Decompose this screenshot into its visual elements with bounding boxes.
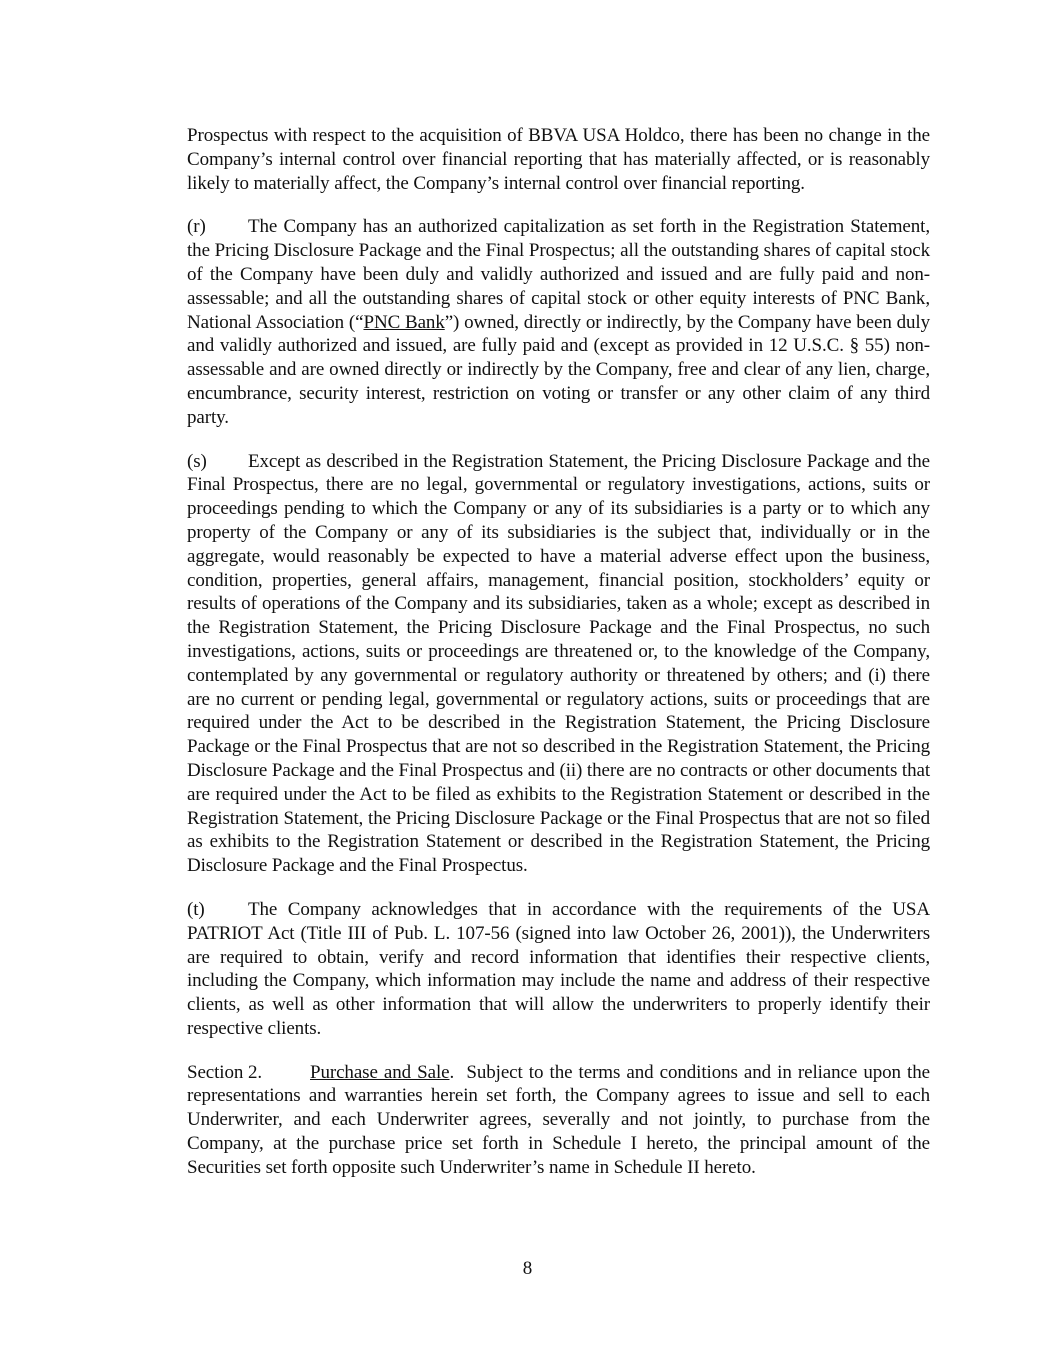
clause-t-label: (t) <box>187 898 205 920</box>
clause-r-text-after: ”) owned, directly or indirectly, by the Company have been duly and validly authorized and issued, are fully paid and (except as provided in 12 U.S.C. § 55) non-assessable and are owned directly or indirectly by the Company, free and clear of any lien, charge, encumbrance, security interest, restriction on voting or transfer or any other claim of any third party. <box>187 311 930 428</box>
continuation-text: Prospectus with respect to the acquisition of BBVA USA Holdco, there has been no change in the Company’s internal control over financial reporting that has materially affected, or is reasonably likely to materially affect, the Company’s internal control over financial reporting. <box>187 125 930 194</box>
page-number: 8 <box>522 1258 533 1279</box>
clause-s-text: Except as described in the Registration Statement, the Pricing Disclosure Package and the Final Prospectus, there are no legal, governmental or regulatory investigations, actions, suits or proceedings pending to which the Company or any of its subsidiaries is a party or to which any property of the Company or any of its subsidiaries is the subject that, individually or in the aggregate, would reasonably be expected to have a material adverse effect upon the business, condition, properties, general affairs, management, financial position, stockholders’ equity or results of operations of the Company and its subsidiaries, taken as a whole; except as described in the Registration Statement, the Pricing Disclosure Package and the Final Prospectus, no such investigations, actions, suits or proceedings are threatened or, to the knowledge of the Company, contemplated by any governmental or regulatory authority or threatened by others; and (i) there are no current or pending legal, governmental or regulatory actions, suits or proceedings that are required under the Act to be described in the Registration Statement, the Pricing Disclosure Package or the Final Prospectus that are not so described in the Registration Statement, the Pricing Disclosure Package and the Final Prospectus and (ii) there are no contracts or other documents that are required under the Act to be filed as exhibits to the Registration Statement or described in the Registration Statement, the Pricing Disclosure Package or the Final Prospectus that are not so filed as exhibits to the Registration Statement or described in the Registration Statement, the Pricing Disclosure Package and the Final Prospectus. <box>187 450 931 877</box>
clause-s-label: (s) <box>187 450 207 472</box>
clause-r-label: (r) <box>187 216 206 238</box>
clause-t-paragraph <box>187 898 930 1041</box>
section-2-heading-period: . <box>449 1061 455 1083</box>
clause-r-paragraph <box>187 215 930 429</box>
section-2-label: Section 2. <box>187 1061 262 1083</box>
continuation-paragraph <box>187 124 930 195</box>
clause-r-text-before: The Company has an authorized capitalization as set forth in the Registration Statement, the Pricing Disclosure Package and the Final Prospectus; all the outstanding shares of capital stock of the Company have been duly and validly authorized and issued and are fully paid and non-assessable; and all the outstanding shares of capital stock or other equity interests of PNC Bank, National Association (“ <box>187 216 930 333</box>
section-2-paragraph <box>187 1061 930 1180</box>
document-body <box>187 124 930 1200</box>
pnc-bank-defined-term: PNC Bank <box>363 311 445 333</box>
clause-s-paragraph <box>187 450 930 878</box>
section-2-text: Subject to the terms and conditions and in reliance upon the representations and warranties herein set forth, the Company agrees to issue and sell to each Underwriter, and each Underwriter agrees, severally and not jointly, to purchase from the Company, at the purchase price set forth in Schedule I hereto, the principal amount of the Securities set forth opposite such Underwriter’s name in Schedule II hereto. <box>187 1061 930 1178</box>
clause-t-text: The Company acknowledges that in accordance with the requirements of the USA PATRIOT Act (Title III of Pub. L. 107-56 (signed into law October 26, 2001)), the Underwriters are required to obtain, verify and record information that identifies their respective clients, including the Company, which information may include the name and address of their respective clients, as well as other information that will allow the underwriters to properly identify their respective clients. <box>187 898 930 1039</box>
section-2-heading: Purchase and Sale <box>310 1061 450 1083</box>
